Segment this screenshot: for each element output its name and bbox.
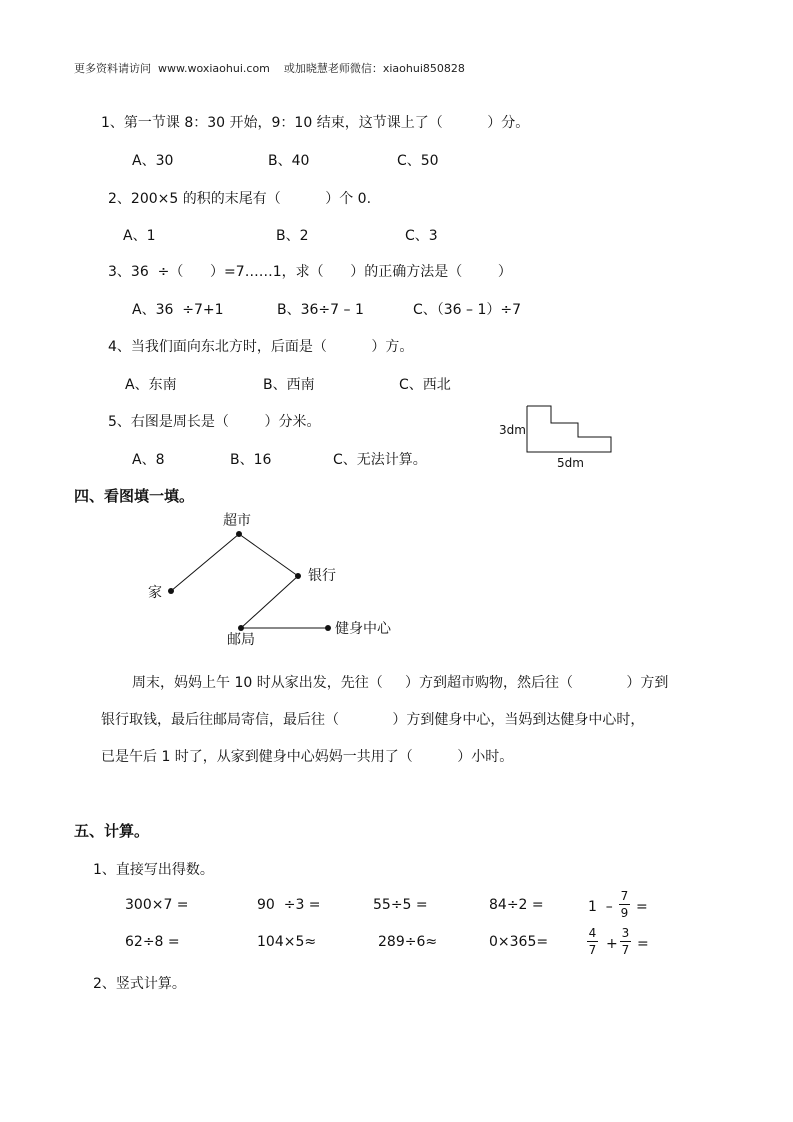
question-5-stem: 5、右图是周长是（ ）分米。 [108,414,321,430]
question-3-option-c: C、（36 – 1）÷7 [413,302,522,318]
fraction-2-equals: = [637,936,649,952]
question-4-option-a: A、东南 [125,377,177,393]
fraction-2a-denominator: 7 [588,943,597,957]
fraction-2b-denominator: 7 [621,943,630,957]
bank-point [295,573,301,579]
question-2-option-c: C、3 [405,228,438,244]
question-3-stem: 3、36 ÷（ ）=7……1，求（ ）的正确方法是（ ） [108,264,512,280]
label-home: 家 [148,585,162,601]
route-home-supermarket [171,534,239,591]
question-3-option-b: B、36÷7 – 1 [277,302,364,318]
calc-r1-c3: 55÷5 = [373,897,428,913]
label-supermarket: 超市 [223,513,251,529]
fraction-bar [587,941,598,942]
staircase-outline [527,406,611,452]
question-2-option-b: B、2 [276,228,309,244]
question-2-stem: 2、200×5 的积的末尾有（ ）个 0. [108,191,372,207]
fraction-2b-numerator: 3 [621,926,630,940]
fraction-1-lead: 1 – [588,899,613,915]
fraction-2a [587,926,598,957]
fraction-2b [620,926,631,957]
calc-r1-c4: 84÷2 = [489,897,544,913]
supermarket-point [236,531,242,537]
question-2-option-a: A、1 [123,228,156,244]
calc-r2-c1: 62÷8 = [125,934,180,950]
section-4-title: 四、看图填一填。 [74,487,195,505]
paragraph-line-1: 周末，妈妈上午 10 时从家出发，先往（ ）方到超市购物，然后往（ ）方到 [132,675,669,691]
paragraph-line-2: 银行取钱，最后往邮局寄信，最后往（ ）方到健身中心，当妈到达健身中心时， [101,712,645,728]
fraction-1-denominator: 9 [620,906,629,920]
calc-r2-c3: 289÷6≈ [378,934,438,950]
fraction-2-plus: + [606,936,618,952]
question-5-option-c: C、无法计算。 [333,452,427,468]
calc-r2-c4: 0×365= [489,934,549,950]
page-header: 更多资料请访问 www.woxiaohui.com 或加晓慧老师微信：xiaohui850828 [74,62,465,75]
question-5-option-b: B、16 [230,452,272,468]
paragraph-line-3: 已是午后 1 时了，从家到健身中心妈妈一共用了（ ）小时。 [101,749,514,765]
question-4-option-b: B、西南 [263,377,315,393]
question-1-stem: 1、第一节课 8：30 开始，9：10 结束，这节课上了（ ）分。 [101,115,530,131]
post-office-point [238,625,244,631]
subsection-1-title: 1、直接写出得数。 [93,862,214,878]
question-4-stem: 4、当我们面向东北方时，后面是（ ）方。 [108,339,414,355]
question-4-option-c: C、西北 [399,377,451,393]
question-1-option-c: C、50 [397,153,439,169]
fraction-1-numerator: 7 [620,889,629,903]
section-5-title: 五、计算。 [74,822,150,840]
question-5-option-a: A、8 [132,452,165,468]
question-1-option-a: A、30 [132,153,174,169]
fraction-bar [619,904,630,905]
label-fitness: 健身中心 [335,621,391,637]
figure-width-label: 5dm [557,456,584,470]
fraction-2a-numerator: 4 [588,926,597,940]
route-bank-post [241,576,298,628]
home-point [168,588,174,594]
question-1-option-b: B、40 [268,153,310,169]
label-bank: 银行 [308,568,336,584]
calc-r1-c1: 300×7 = [125,897,189,913]
label-post-office: 邮局 [227,632,255,648]
fitness-point [325,625,331,631]
fraction-bar [620,941,631,942]
fraction-1 [619,889,630,920]
calc-r1-c2: 90 ÷3 = [257,897,321,913]
question-3-option-a: A、36 ÷7+1 [132,302,224,318]
calc-r2-c2: 104×5≈ [257,934,317,950]
subsection-2-title: 2、竖式计算。 [93,976,186,992]
figure-height-label: 3dm [499,423,526,437]
route-supermarket-bank [239,534,298,576]
fraction-1-equals: = [636,899,648,915]
